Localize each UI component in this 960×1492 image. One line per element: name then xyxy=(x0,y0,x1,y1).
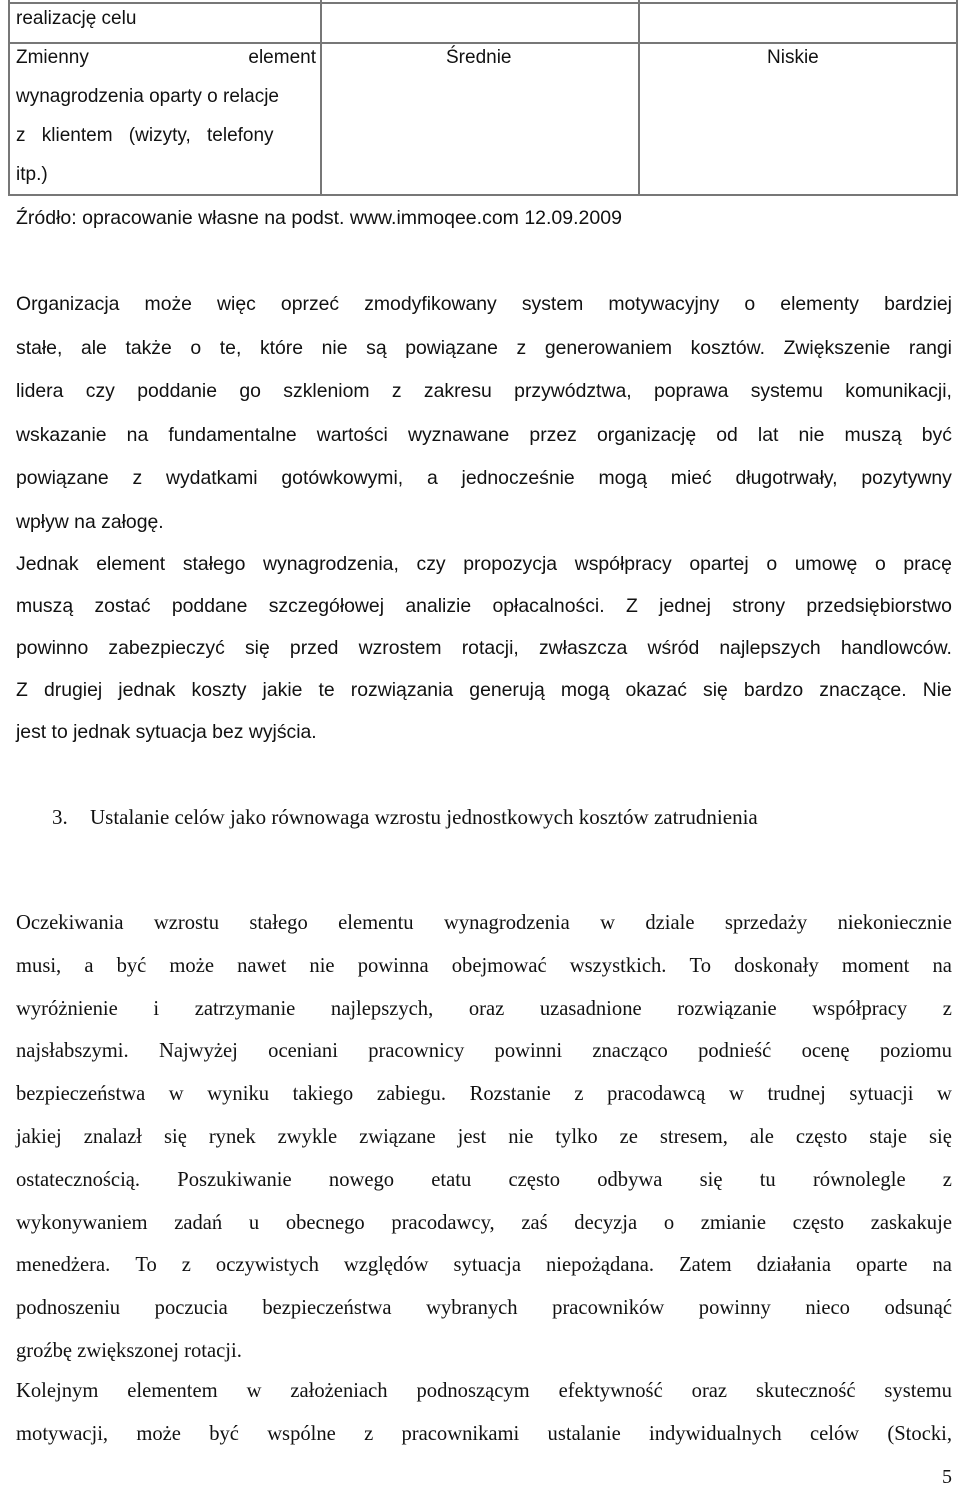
word: system xyxy=(521,293,584,315)
word: Zmienny xyxy=(16,47,89,68)
section-title: Ustalanie celów jako równowaga wzrostu jednostkowych kosztów zatrudnienia xyxy=(90,805,758,829)
word: jednej xyxy=(659,595,711,617)
word: menedżera. xyxy=(16,1254,111,1277)
word: przywództwa, xyxy=(514,380,632,403)
text-line xyxy=(16,457,952,501)
word: wyniku xyxy=(207,1083,270,1106)
paragraph-1 xyxy=(16,283,952,545)
word: elementem xyxy=(127,1380,218,1402)
text-line xyxy=(16,414,952,458)
word: Rozstanie xyxy=(469,1083,551,1106)
word: uzasadnione xyxy=(539,997,642,1020)
word: równolegle xyxy=(812,1168,906,1191)
word: o xyxy=(766,553,778,575)
word: oparte xyxy=(856,1254,908,1277)
word: się xyxy=(699,1168,723,1191)
word: oraz xyxy=(468,997,505,1020)
word: zostać xyxy=(94,595,151,617)
word: poczucia xyxy=(154,1297,228,1320)
word: z xyxy=(942,1168,952,1191)
word: rozwiązanie xyxy=(677,997,777,1020)
word: podnoszącym xyxy=(416,1380,530,1402)
word: handlowców. xyxy=(840,637,952,659)
word: oceniani xyxy=(268,1040,338,1063)
word: wśród xyxy=(647,637,700,659)
word: powiązane xyxy=(16,467,109,490)
word: długotrwały, xyxy=(735,467,838,490)
word: takiego xyxy=(292,1083,354,1106)
word: działania xyxy=(756,1254,831,1277)
table-top-border xyxy=(8,2,958,4)
text-line xyxy=(16,1287,952,1330)
text-line xyxy=(16,1073,952,1116)
word: oprzeć xyxy=(280,293,340,315)
word: motywacji, xyxy=(16,1423,109,1445)
text-line xyxy=(16,1202,952,1245)
word: się xyxy=(928,1125,952,1148)
word: jednak xyxy=(118,679,176,701)
word: kosztów. xyxy=(690,336,765,359)
word: w xyxy=(168,1083,184,1106)
row-label-line: z klientem (wizyty, telefony xyxy=(16,125,274,146)
word: rangi xyxy=(908,336,952,359)
word: stałe, xyxy=(16,336,63,359)
word: Zwiększenie xyxy=(783,336,891,359)
word: podnieść xyxy=(698,1040,772,1063)
table-cell-col2: Średnie xyxy=(446,47,512,68)
word: zabiegu. xyxy=(376,1083,446,1106)
word: współpracy xyxy=(574,553,672,575)
word: odsunąć xyxy=(884,1297,952,1320)
word: ostatecznością. xyxy=(16,1168,141,1191)
word: te xyxy=(318,679,335,701)
word: zaskakuje xyxy=(870,1211,952,1234)
word: mogą xyxy=(598,467,648,490)
word: element xyxy=(96,553,166,575)
word: zwłaszcza xyxy=(538,637,628,659)
word: jakie xyxy=(262,679,303,701)
word: współpracy xyxy=(812,997,908,1020)
word: niekoniecznie xyxy=(837,912,952,934)
word: względów xyxy=(343,1254,429,1277)
word: wskazanie xyxy=(16,423,107,446)
word: komunikacji, xyxy=(845,380,952,403)
word: wydatkami xyxy=(165,467,258,490)
word: trudnej xyxy=(767,1083,826,1106)
word: systemu xyxy=(750,380,823,403)
word: rozwiązania xyxy=(350,679,454,701)
text-line xyxy=(16,1030,952,1073)
word: są xyxy=(366,336,387,359)
word: szkleniom xyxy=(283,380,370,403)
text-line xyxy=(16,585,952,627)
word: fundamentalne xyxy=(168,423,297,446)
word: tylko xyxy=(555,1125,598,1148)
word: efektywność xyxy=(558,1380,663,1402)
word: nowego xyxy=(328,1168,395,1191)
row-label-line: wynagrodzenia oparty o relacje xyxy=(16,86,279,107)
word: odbywa xyxy=(597,1168,663,1191)
word: elementy xyxy=(780,293,859,315)
word: może xyxy=(169,954,215,977)
word: przedsiębiorstwo xyxy=(806,595,952,617)
word: przez xyxy=(529,423,577,446)
word: skuteczność xyxy=(756,1380,856,1402)
word: zakresu xyxy=(423,380,492,403)
word: najlepszych xyxy=(719,637,821,659)
word: w xyxy=(600,912,615,934)
paragraph-2 xyxy=(16,543,952,753)
word: a xyxy=(426,467,438,490)
word: wartości xyxy=(316,423,388,446)
word: od xyxy=(716,423,738,446)
section-number: 3. xyxy=(52,805,68,829)
word: w xyxy=(246,1380,262,1402)
word: ocenę xyxy=(801,1040,850,1063)
word: wynagrodzenia xyxy=(443,912,570,934)
word: To xyxy=(689,954,711,977)
row-label-line: itp.) xyxy=(16,164,48,185)
word: generują xyxy=(469,679,545,701)
word: zmodyfikowany xyxy=(364,293,497,315)
word: Oczekiwania xyxy=(16,912,124,934)
word: Jednak xyxy=(16,553,79,575)
word: być xyxy=(921,423,952,446)
table-right-border xyxy=(956,0,958,196)
word: systemu xyxy=(884,1380,952,1402)
word: przed xyxy=(289,637,339,659)
word: znalazł xyxy=(83,1125,143,1148)
word: lidera xyxy=(16,380,64,403)
word: koszty xyxy=(191,679,247,701)
table-cell-col3: Niskie xyxy=(767,47,819,68)
word: więc xyxy=(217,293,256,315)
word: propozycja xyxy=(463,553,558,575)
word: generowaniem xyxy=(544,336,673,359)
text-line xyxy=(16,1116,952,1159)
table-row-label xyxy=(16,38,316,194)
table-bottom-border xyxy=(8,194,958,196)
word: wzrostu xyxy=(153,912,220,934)
word: jest xyxy=(457,1125,487,1148)
word: pracowników xyxy=(552,1297,665,1320)
text-line xyxy=(16,370,952,414)
word: z xyxy=(942,997,952,1020)
word: oczywistych xyxy=(215,1254,319,1277)
word: znacząco xyxy=(592,1040,668,1063)
word: może xyxy=(144,293,192,315)
word: najsłabszymi. xyxy=(16,1040,129,1063)
row-label-line xyxy=(16,38,316,77)
word: nie xyxy=(309,954,335,977)
word: muszą xyxy=(844,423,902,446)
word: decyzja xyxy=(574,1211,638,1234)
word: o xyxy=(190,336,202,359)
word: być xyxy=(116,954,147,977)
word: powiązane xyxy=(405,336,498,359)
text-line xyxy=(16,669,952,711)
word: mieć xyxy=(670,467,712,490)
word: z xyxy=(516,336,527,359)
word: które xyxy=(259,336,304,359)
word: o xyxy=(874,553,886,575)
word: zaś xyxy=(521,1211,548,1234)
word: etatu xyxy=(431,1168,472,1191)
word: o xyxy=(744,293,756,315)
word: na xyxy=(932,1254,952,1277)
word: zmianie xyxy=(700,1211,766,1234)
word: nie xyxy=(798,423,825,446)
word: ustalanie xyxy=(547,1423,621,1445)
word: często xyxy=(508,1168,560,1191)
word: z xyxy=(132,467,143,490)
word: tu xyxy=(759,1168,776,1191)
word: nie xyxy=(321,336,348,359)
word: (Stocki, xyxy=(887,1423,952,1445)
data-table xyxy=(8,0,958,196)
word: jednocześnie xyxy=(461,467,575,490)
word: zatrzymanie xyxy=(194,997,296,1020)
word: w xyxy=(729,1083,744,1106)
word: bardziej xyxy=(884,293,952,315)
word: poprawa xyxy=(653,380,729,403)
table-col-divider xyxy=(320,0,322,196)
word: niepożądana. xyxy=(546,1254,655,1277)
word: pracodawcą xyxy=(607,1083,706,1106)
word: z xyxy=(364,1423,374,1445)
word: pracownicy xyxy=(368,1040,465,1063)
word: te, xyxy=(219,336,242,359)
paragraph-3 xyxy=(16,902,952,1373)
word: na xyxy=(126,423,149,446)
text-line xyxy=(16,327,952,371)
word: często xyxy=(795,1125,848,1148)
text-line xyxy=(16,902,952,945)
word: obecnego xyxy=(285,1211,365,1234)
word: Nie xyxy=(922,679,952,701)
word: opłacalności. xyxy=(492,595,605,617)
word: poddane xyxy=(171,595,248,617)
word: doskonały xyxy=(734,954,819,977)
word: pracodawcy, xyxy=(391,1211,495,1234)
word: rynek xyxy=(208,1125,256,1148)
word: zabezpieczyć xyxy=(108,637,225,659)
word: wyróżnienie xyxy=(16,997,118,1020)
word: w xyxy=(937,1083,952,1106)
text-line xyxy=(16,1244,952,1287)
word: wspólne xyxy=(267,1423,336,1445)
word: go xyxy=(239,380,261,403)
word: wzrostem xyxy=(358,637,442,659)
word: nie xyxy=(508,1125,534,1148)
word: poziomu xyxy=(879,1040,952,1063)
word: podnoszeniu xyxy=(16,1297,121,1320)
word: bezpieczeństwa xyxy=(262,1297,392,1320)
text-line xyxy=(16,501,952,545)
word: się xyxy=(163,1125,187,1148)
word: najlepszych, xyxy=(330,997,434,1020)
paragraph-4 xyxy=(16,1370,952,1456)
text-line xyxy=(16,988,952,1031)
table-cell-top-left: realizację celu xyxy=(16,8,137,29)
word: umowę xyxy=(794,553,858,575)
word: strony xyxy=(732,595,786,617)
word: wybranych xyxy=(426,1297,518,1320)
word: być xyxy=(209,1423,239,1445)
word: celów xyxy=(809,1423,860,1445)
word: stałego xyxy=(182,553,246,575)
word: Z xyxy=(16,679,28,701)
word: opartej xyxy=(689,553,749,575)
word: założeniach xyxy=(290,1380,388,1402)
word: powinno xyxy=(16,637,89,659)
word: jakiej xyxy=(16,1125,62,1148)
word: gotówkowymi, xyxy=(281,467,404,490)
word: nawet xyxy=(237,954,287,977)
word: ale xyxy=(80,336,107,359)
word: element xyxy=(248,47,316,68)
word: dziale xyxy=(645,912,695,934)
word: powinni xyxy=(494,1040,563,1063)
word: powinny xyxy=(698,1297,771,1320)
word: Zatem xyxy=(679,1254,732,1277)
word: bezpieczeństwa xyxy=(16,1083,146,1106)
word: często xyxy=(792,1211,845,1234)
word: pracę xyxy=(903,553,952,575)
text-line xyxy=(16,1370,952,1413)
word: musi, xyxy=(16,954,62,977)
word: zadań xyxy=(174,1211,223,1234)
word: wynagrodzenia, xyxy=(263,553,399,575)
word: stałego xyxy=(249,912,308,934)
word: sytuacja xyxy=(453,1254,521,1277)
word: staje xyxy=(869,1125,907,1148)
word: z xyxy=(574,1083,584,1106)
word: i xyxy=(153,997,160,1020)
word: czy xyxy=(85,380,115,403)
word: wykonywaniem xyxy=(16,1211,148,1234)
word: czy xyxy=(416,553,446,575)
word: Poszukiwanie xyxy=(177,1168,292,1191)
text-line xyxy=(16,627,952,669)
page-number: 5 xyxy=(942,1466,952,1488)
word: Kolejnym xyxy=(16,1380,99,1402)
word: zwykle xyxy=(277,1125,338,1148)
line-text: jest to jednak sytuacja bez wyjścia. xyxy=(16,721,317,743)
text-line xyxy=(16,1413,952,1456)
line-text: wpływ na załogę. xyxy=(16,510,164,533)
word: szczegółowej xyxy=(268,595,385,617)
word: o xyxy=(663,1211,675,1234)
text-line xyxy=(16,1330,952,1373)
word: oraz xyxy=(691,1380,728,1402)
word: bardzo xyxy=(743,679,804,701)
word: Organizacja xyxy=(16,293,120,315)
text-line xyxy=(16,711,952,753)
word: pracownikami xyxy=(401,1423,520,1445)
table-left-border xyxy=(8,0,10,196)
word: nieco xyxy=(805,1297,850,1320)
word: pozytywny xyxy=(861,467,952,490)
word: Z xyxy=(625,595,638,617)
text-line xyxy=(16,283,952,327)
word: ze xyxy=(619,1125,638,1148)
word: analizie xyxy=(405,595,472,617)
word: Najwyżej xyxy=(158,1040,238,1063)
word: sytuacji xyxy=(849,1083,914,1106)
word: związane xyxy=(359,1125,436,1148)
word: indywidualnych xyxy=(648,1423,782,1445)
word: także xyxy=(125,336,172,359)
word: na xyxy=(932,954,952,977)
word: z xyxy=(181,1254,191,1277)
word: moment xyxy=(841,954,910,977)
text-line xyxy=(16,543,952,585)
word: okazać xyxy=(625,679,687,701)
word: wszystkich. xyxy=(569,954,667,977)
word: To xyxy=(135,1254,157,1277)
word: lat xyxy=(757,423,779,446)
word: muszą xyxy=(16,595,74,617)
word: może xyxy=(136,1423,181,1445)
table-col-divider xyxy=(638,0,640,196)
word: się xyxy=(244,637,270,659)
word: u xyxy=(248,1211,260,1234)
word: organizację xyxy=(596,423,697,446)
word: z xyxy=(391,380,402,403)
text-line xyxy=(16,1159,952,1202)
word: stresem, xyxy=(659,1125,728,1148)
word: drugiej xyxy=(43,679,103,701)
source-note: Źródło: opracowanie własne na podst. www.immoqee.com 12.09.2009 xyxy=(16,207,622,229)
word: wyznawane xyxy=(407,423,510,446)
word: a xyxy=(84,954,94,977)
section-heading xyxy=(52,797,758,837)
word: sprzedaży xyxy=(724,912,808,934)
text-line xyxy=(16,945,952,988)
word: się xyxy=(703,679,728,701)
word: motywacyjny xyxy=(608,293,720,315)
word: ale xyxy=(749,1125,774,1148)
line-text: groźbę zwiększonej rotacji. xyxy=(16,1339,242,1362)
word: powinna xyxy=(357,954,429,977)
word: znaczące. xyxy=(819,679,907,701)
word: elementu xyxy=(338,912,414,934)
word: rotacji, xyxy=(461,637,519,659)
word: poddanie xyxy=(137,380,218,403)
word: obejmować xyxy=(451,954,547,977)
word: mogą xyxy=(560,679,610,701)
